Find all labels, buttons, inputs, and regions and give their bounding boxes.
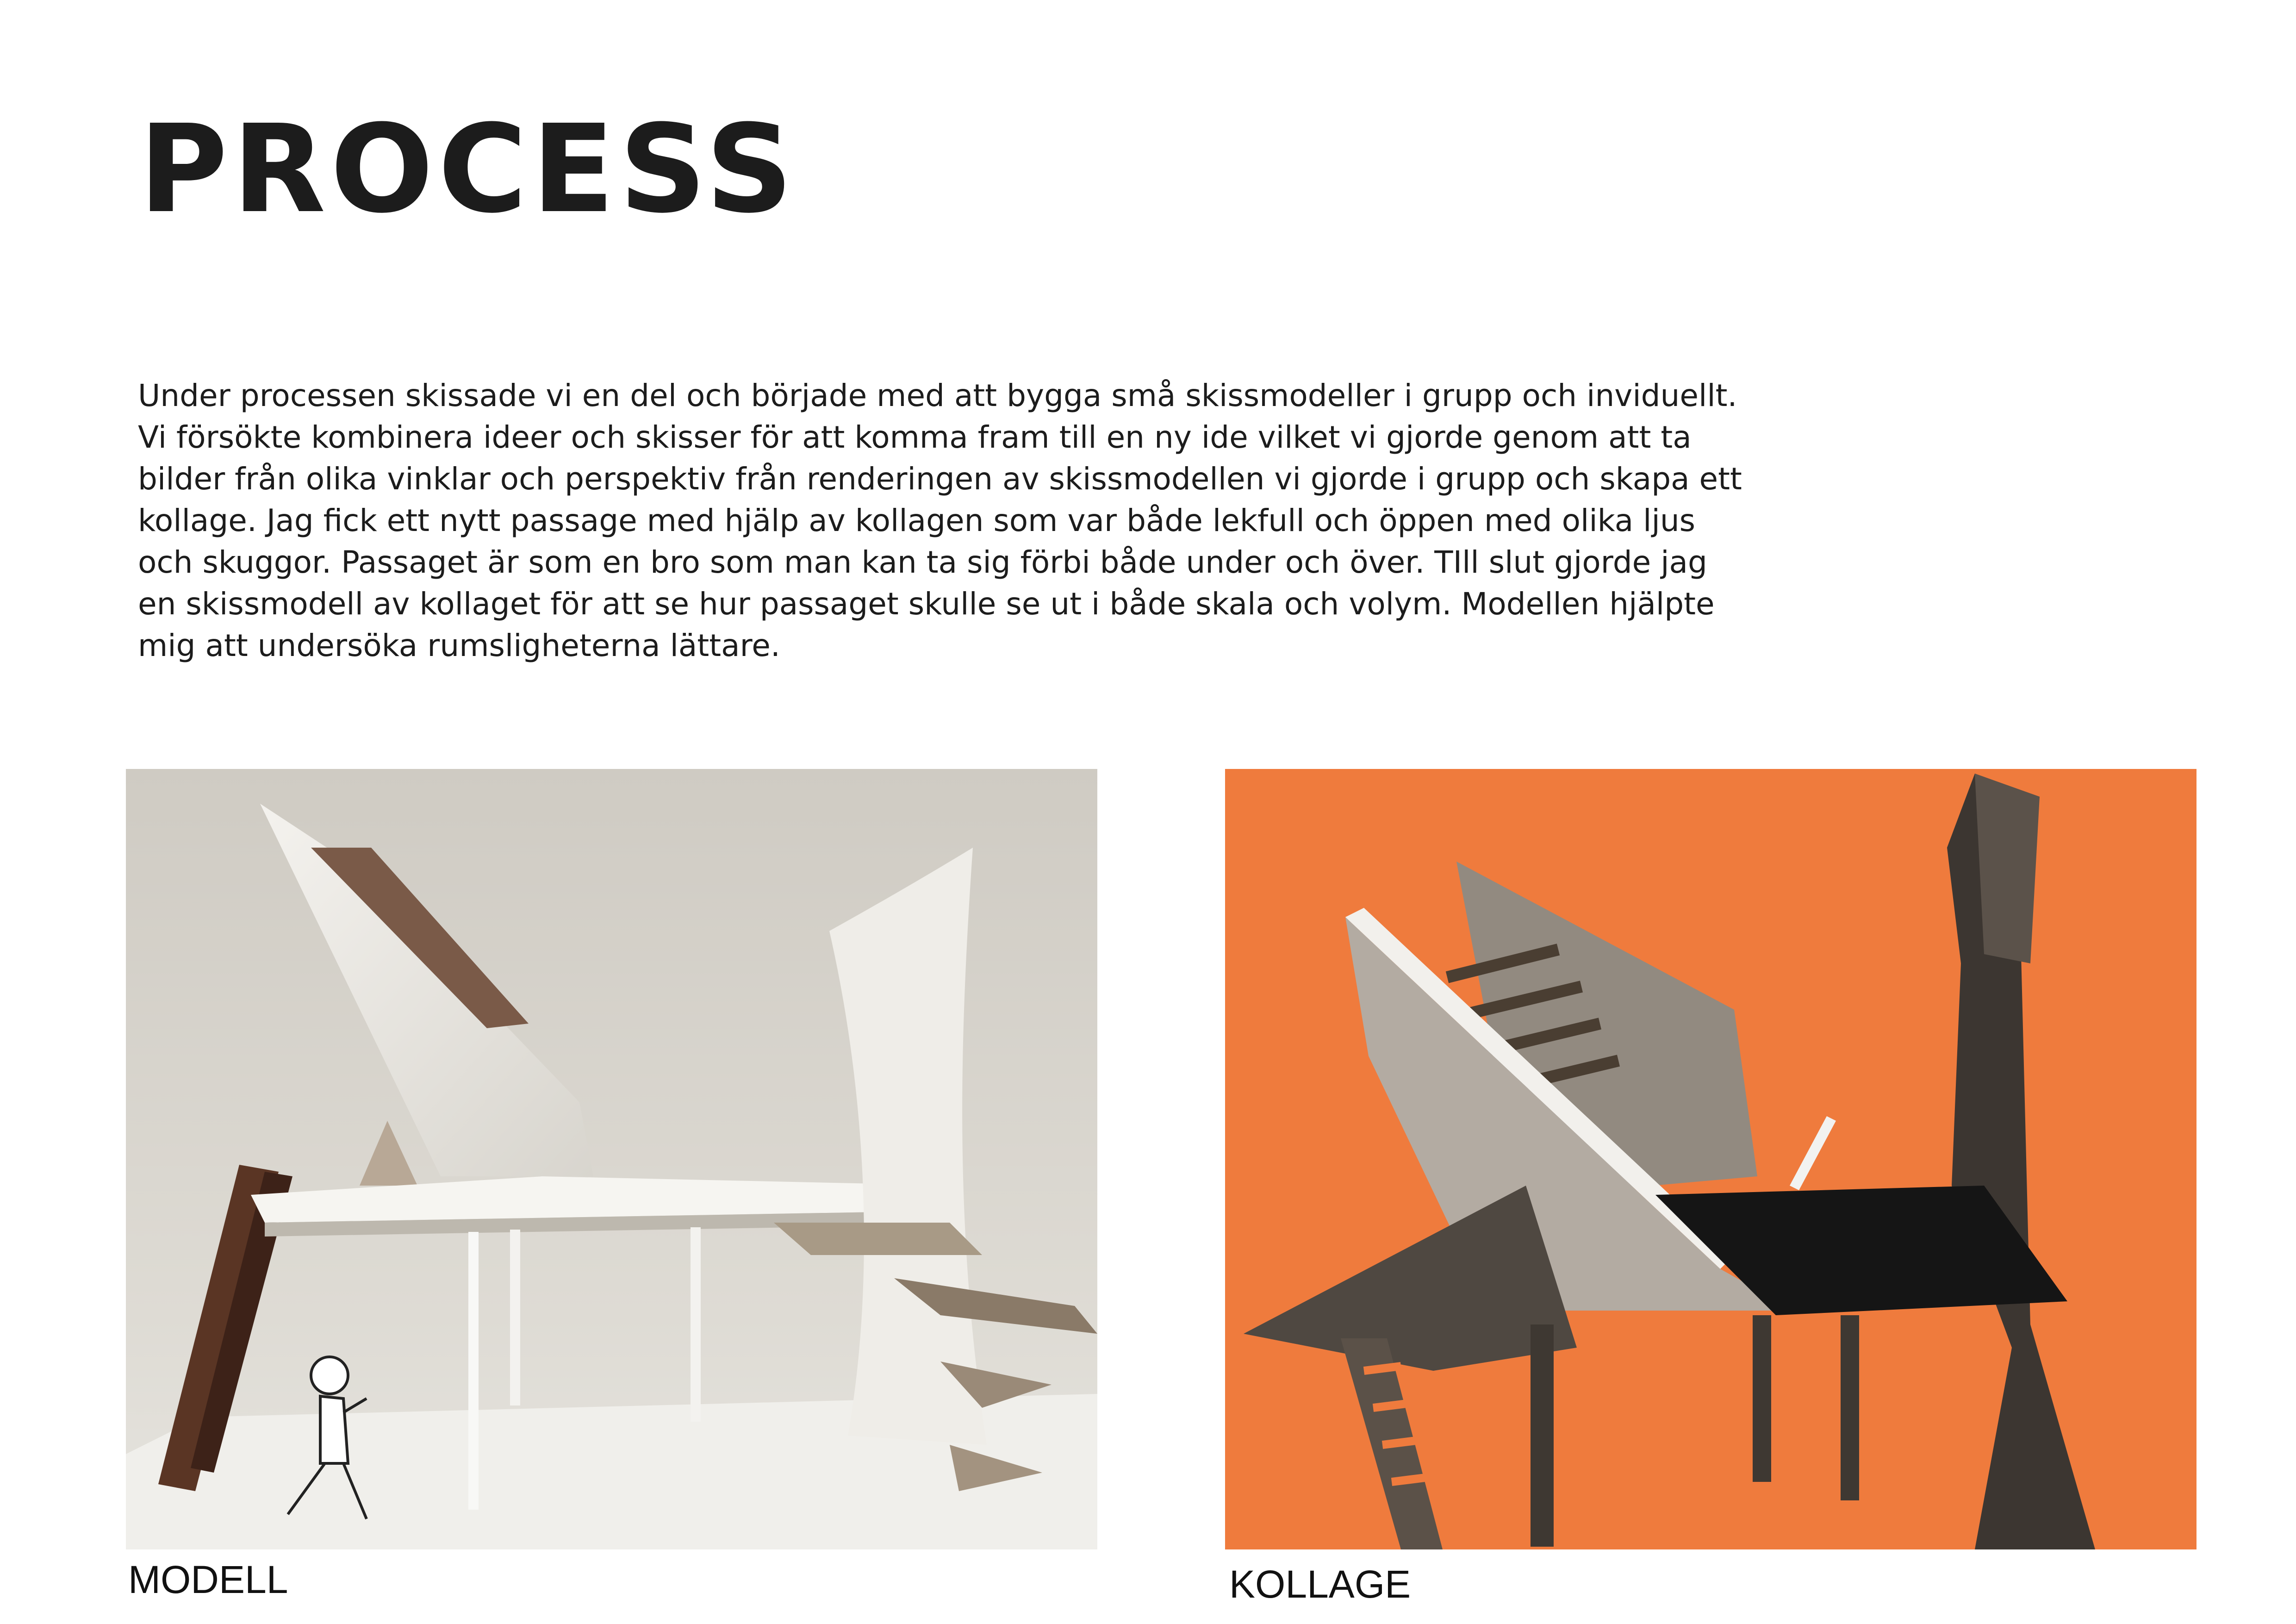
collage-column-3 xyxy=(1841,1315,1859,1500)
column-2 xyxy=(510,1230,520,1405)
modell-photo xyxy=(126,769,1097,1549)
intro-paragraph xyxy=(138,375,1952,667)
intro-line: kollage. Jag fick ett nytt passage med hjälp av kollagen som var både lekfull och öppen med olika ljus xyxy=(138,503,1696,538)
intro-line: Vi försökte kombinera ideer och skisser för att komma fram till en ny ide vilket vi gjorde genom att ta xyxy=(138,419,1692,455)
tall-right-highlight xyxy=(1975,774,2040,963)
kollage-caption: KOLLAGE xyxy=(1229,1562,1411,1606)
page-title: PROCESS xyxy=(139,99,798,240)
intro-line: en skissmodell av kollaget för att se hur passaget skulle se ut i både skala och volym. Modellen hjälpte xyxy=(138,586,1715,622)
collage-column-2 xyxy=(1753,1315,1771,1482)
intro-line: bilder från olika vinklar och perspektiv från renderingen av skissmodellen vi gjorde i grupp och skapa ett xyxy=(138,461,1742,497)
column-3 xyxy=(691,1227,701,1422)
collage-column-1 xyxy=(1531,1324,1554,1547)
kollage-photo xyxy=(1225,769,2196,1549)
column-1 xyxy=(468,1232,479,1510)
modell-illustration xyxy=(126,769,1097,1549)
kollage-illustration xyxy=(1225,769,2196,1549)
intro-line: Under processen skissade vi en del och började med att bygga små skissmodeller i grupp och inviduellt. xyxy=(138,378,1737,413)
intro-line: mig att undersöka rumsligheterna lättare. xyxy=(138,628,780,663)
modell-caption: MODELL xyxy=(128,1558,288,1601)
intro-line: och skuggor. Passaget är som en bro som man kan ta sig förbi både under och över. TIll slut gjorde jag xyxy=(138,544,1707,580)
